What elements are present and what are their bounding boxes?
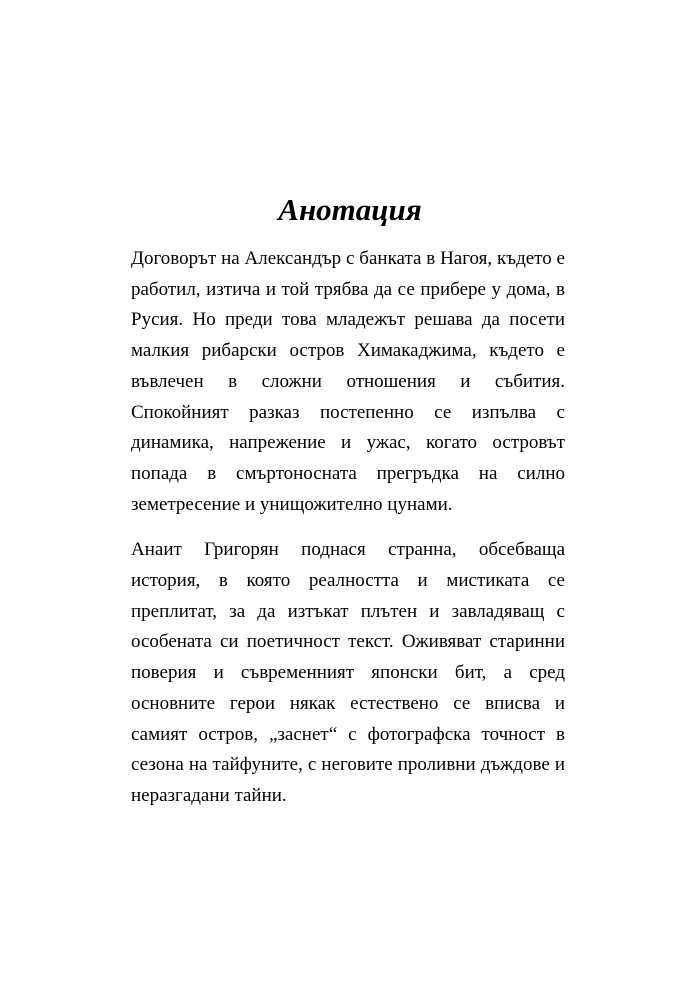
paragraph-1: Договорът на Александър с банката в Нагоя, където е работил, изтича и той трябва да се прибере у дома, в Русия. Но преди това младежът решава да посети малкия рибарски остров Химакаджима, където е въвлечен в сложни отношения и събития. Спокойният разказ постепенно се изпълва с динамика, напрежение и ужас, когато островът попада в смъртоносната прегръдка на силно земетресение и унищожително цунами.	[131, 248, 565, 515]
annotation-body	[131, 244, 565, 812]
paragraph-2: Анаит Григорян поднася странна, обсебваща история, в която реалността и мистиката се преплитат, за да изтъкат плътен и завладяващ с особената си поетичност текст. Оживяват старинни поверия и съвременният японски бит, а сред основните герои някак естествено се вписва и самият остров, „заснет“ с фотографска точност в сезона на тайфуните, с неговите проливни дъждове и неразгадани тайни.	[131, 539, 565, 806]
annotation-title: Анотация	[278, 192, 422, 227]
